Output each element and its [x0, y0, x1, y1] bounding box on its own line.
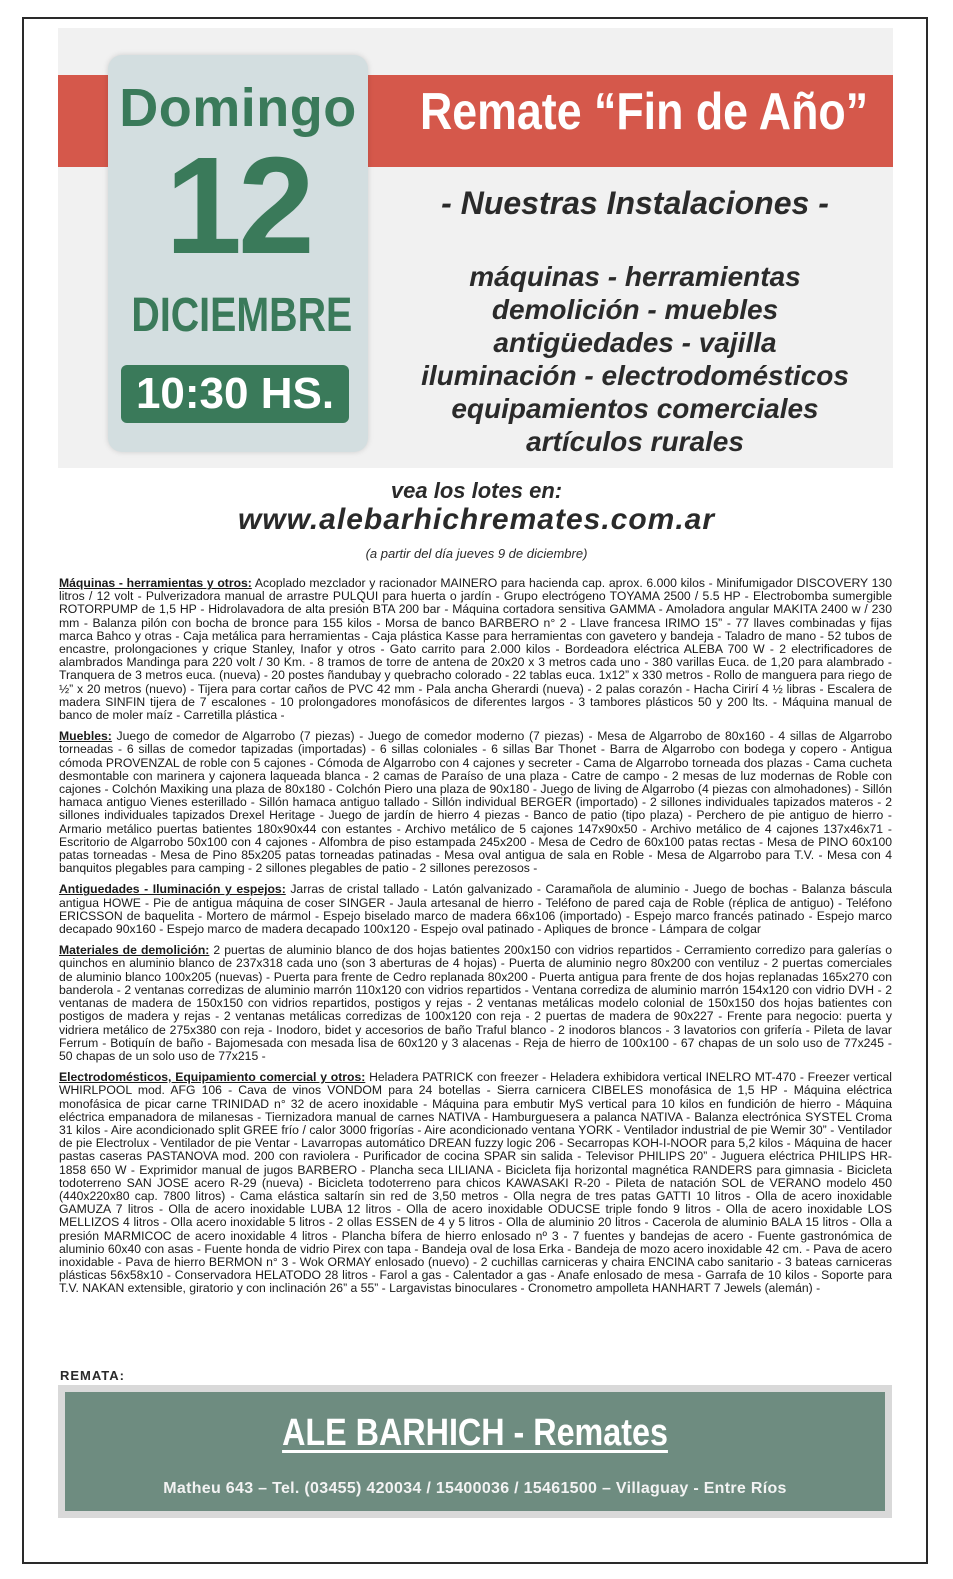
section-text: Heladera PATRICK con freezer - Heladera exhibidora vertical INELRO MT-470 - Freezer vertical WHIRLPOOL mod. AFG 106 - Cava de vinos VONDOM para 24 botellas - Sierra carnicera CIBELES monofásica de 1,5 HP - Máquina eléctrica monofásica de picar carne TRINIDAD n° 32 de acero inoxidable - Máquina para embutir MyS vertical para 10 kilos en fundición de hierro - Máquina eléctrica empanadora de milanesas - Tiernizadora manual de carnes NATIVA - Hamburguesera a palanca NATIVA - Balanza electrónica SYSTEL Croma 31 kilos - Aire acondicionado split GREE frío / calor 3000 frigorías - Aire acondicionado ventana YORK - Ventilador industrial de pie Wemir 30” - Ventilador de pie Electrolux - Ventilador de pie Ventar - Lavarropas automático DREAN fuzzy logic 206 - Secarropas KOH-I-NOOR para 5,2 kilos - Máquina de hacer pastas caseras PASTANOVA mod. 200 con raviolera - Purificador de cocina SPAR sin salida - Televisor PHILIPS 20” - Juguera eléctrica PHILIPS HR-1858 650 W - Exprimidor manual de jugos BARBERO - Plancha seca LILIANA - Bicicleta fija horizontal magnética RANDERS para gimnasia - Bicicleta todoterreno SAN JOSE acero R-29 (nueva) - Bicicleta todoterreno para chicos KAWASAKI R-20 - Pileta de natación SOL de VERANO modelo 450 (440x220x80 cap. 7800 litros) - Cama elástica saltarín sin red de 3,50 metros - Olla negra de tres patas GATTI 10 litros - Olla de acero inoxidable GAMUZA 7 litros - Olla de acero inoxidable LUBA 12 litros - Olla de acero inoxidable ODUCSE triple fondo 9 litros - Olla de acero inoxidable LOS MELLIZOS 4 litros - Olla acero inoxidable 5 litros - 2 ollas ESSEN de 4 y 5 litros - Olla de aluminio 20 litros - Cacerola de aluminio BALA 15 litros - Olla a presión MARMICOC de acero inoxidable 4 litros - Plancha bífera de hierro enlosado nº 3 - 7 fuentes y bandejas de acero - Fuente gastronómica de aluminio 60x40 con asas - Fuente honda de vidrio Pirex con tapa - Bandeja oval de losa Erka - Bandeja de mozo acero inoxidable 42 cm. - Pava de acero inoxidable - Pava de hierro BERMON n° 3 - Wok ORMAY enlosado (nuevo) - 2 cuchillas carniceras y chaira ENCINA cabo sanitario - 3 bateas carniceras plásticas 56x58x10 - Conservadora HELATODO 28 litros - Farol a gas - Calentador a gas - Anafe enlosado de mesa - Garrafa de 10 kilos - Soporte para T.V. NAKAN extensible, giratorio y con inclinación 26” a 55” - Largavistas binoculares - Cronometro ampolleta HANHART 7 Jewels (alemán) - — [59, 1070, 893, 1296]
section-appliances — [59, 1071, 892, 1295]
category-item: artículos rurales — [526, 426, 744, 457]
date-month: DICIEMBRE — [131, 289, 353, 342]
date-day: 12 — [165, 129, 311, 283]
website-link[interactable]: www.alebarhichremates.com.ar — [237, 503, 716, 536]
lots-date-note: (a partir del día jueves 9 de diciembre) — [365, 546, 588, 561]
date-weekday: Domingo — [119, 78, 357, 138]
lots-intro: vea los lotes en: — [390, 478, 563, 503]
section-antiques — [59, 883, 892, 936]
category-item: iluminación - electrodomésticos — [421, 360, 849, 391]
category-item: equipamientos comerciales — [451, 393, 819, 424]
category-item: máquinas - herramientas — [469, 261, 801, 292]
section-text: Acoplado mezclador y racionador MAINERO para hacienda cap. aprox. 6.000 kilos - Minifumigador DISCOVERY 130 litros / 12 volt - Pulverizadora manual de arrastre PULQUI para huerta o jardín - Grupo electrógeno TOYAMA 2500 / 5.5 HP - Electrobomba sumergible ROTORPUMP de 1,5 HP - Hidrolavadora de alta presión BTA 200 bar - Máquina cortadora sensitiva GAMMA - Amoladora angular MAKITA 2400 w / 230 mm - Balanza pilón con bocha de bronce para 155 kilos - Morsa de banco BARBERO n° 2 - Llave francesa IRIMO 15” - 77 llaves combinadas y fijas marca Bahco y otras - Caja metálica para herramientas - Caja plástica Kasse para herramientas con gavetero y bandeja - Taladro de mano - 52 tubos de encastre, prolongaciones y crique Stanley, Inafor y otros - Gato carrito para 2.000 kilos - Bordeadora eléctrica ALEBA 700 W - 2 electrificadores de alambrados Mandinga para 220 volt / 30 Km. - 8 tramos de torre de antena de 20x20 x 3 metros cada uno - 380 varillas Euca. de 1,20 para alambrado - Tranquera de 3 metros euca. (nueva) - 20 postes ñandubay y quebracho colorado - 22 tablas euca. 1x12” x 330 metros - Rollo de manguera para riego de ½” x 20 metros (nuevo) - Tijera para cortar caños de PVC 42 mm - Pala ancha Gherardi (nueva) - 2 palas corazón - Hacha Cirirí 4 ½ libras - Escalera de madera SINFIN tijera de 7 escalones - 10 prolongadores monofásicos de diferentes largos - 3 tambores plásticos 50 y 200 lts. - Máquina manual de banco de moler maíz - Carretilla plástica - — [59, 576, 892, 723]
section-text: Juego de comedor de Algarrobo (7 piezas) - Juego de comedor moderno (7 piezas) - Mesa de Algarrobo de 80x160 - 4 sillas de Algarrobo torneadas - 6 sillas de comedor tapizadas (importadas) - 6 sillas coloniales - 6 sillas Bar Thonet - Barra de Algarrobo con bodega y copero - Antigua cómoda PROVENZAL de roble con 5 cajones - Cómoda de Algarrobo con 4 cajones y secreter - Cama de Algarrobo torneada dos plazas - Cama cucheta desmontable con marinera y cajonera laqueada blanca - 2 camas de Paraíso de una plaza - Catre de campo - 2 mesas de luz modernas de Roble con cajones - Colchón Maxiking una plaza de 80x180 - Colchón Piero una plaza de 90x180 - Juego de living de Algarrobo (4 piezas con almohadones) - Sillón hamaca antiguo Vienes esterillado - Sillón hamaca antiguo tallado - Sillón individual BERGER (importado) - 2 sillones individuales tapizados materos - 2 sillones individuales tapizados Drexel Heritage - Juego de jardín de hierro 4 piezas - Banco de patio (tipo plaza) - Perchero de pie antiguo de hierro - Armario metálico puertas batientes 180x90x44 con estantes - Archivo metálico de 5 cajones 147x90x50 - Archivo metálico de 4 cajones 137x46x71 - Escritorio de Algarrobo 50x100 con 4 cajones - Alfombra de piso estampada 245x200 - Mesa de Cedro de 60x100 patas rectas - Mesa de PINO 60x100 patas torneadas - Mesa de Pino 85x205 patas torneadas patinadas - Mesa oval antigua de sala en Roble - Mesa de Algarrobo para T.V. - Mesa con 4 banquitos plegables para camping - 2 sillones plegables de patio - 2 sillones perezosos - — [59, 729, 892, 876]
auction-subtitle: - Nuestras Instalaciones - — [441, 185, 829, 221]
footer-panel — [65, 1392, 885, 1511]
auction-title: Remate “Fin de Año” — [420, 83, 869, 141]
time-badge: 10:30 HS. — [121, 365, 349, 423]
category-item: antigüedades - vajilla — [493, 327, 777, 358]
footer-box — [58, 1385, 892, 1518]
category-item: demolición - muebles — [491, 294, 779, 325]
company-name — [127, 1412, 824, 1455]
section-furniture — [59, 730, 892, 875]
date-box — [108, 55, 368, 452]
section-demolition — [59, 944, 892, 1063]
category-list — [385, 260, 885, 458]
lot-listing — [59, 577, 892, 1304]
section-text: Jarras de cristal tallado - Latón galvanizado - Caramañola de aluminio - Juego de bochas - Balanza báscula antigua HOWE - Pie de antigua máquina de coser SINGER - Jaula artesanal de hierro - Teléfono de pared caja de Roble (réplica de antiguo) - Teléfono ERICSSON de baquelita - Mortero de mármol - Espejo biselado marco de madera 66x106 (importado) - Espejo marco francés patinado - Espejo marco decapado 90x160 - Espejo marco de madera decapado 100x120 - Espejo oval patinado - Apliques de bronce - Lámpara de colgar — [59, 882, 893, 937]
section-text: 2 puertas de aluminio blanco de dos hojas batientes 200x150 con vidrios repartidos - Cerramiento corredizo para galerías o quinchos en aluminio blanco de 237x318 cada uno (son 3 aberturas de 4 hojas) - Puerta de aluminio negro 80x200 con ventiluz - 2 puertas comerciales de aluminio blanco 100x205 (nuevas) - Puerta para frente de Cedro replanada 80x200 - Puerta antigua para frente de dos hojas replanadas 165x270 con banderola - 2 ventanas corredizas de aluminio marrón 110x120 con vidrios repartidos - Ventana corrediza de aluminio marrón 154x120 con vidrio DVH - 2 ventanas de madera de 150x150 con vidrios repartidos, postigos y rejas - 2 ventanas metálicas modelo colonial de 150x150 dos hojas batientes con postigos de madera y rejas - 2 ventanas metálicas corredizas de 100x120 con reja - 2 puertas de madera de 90x227 - Frente para negocio: puerta y vidriera metálico de 275x380 con reja - Inodoro, bidet y accesorios de baño Traful blanco - 2 inodoros blancos - 3 lavatorios con grifería - Pileta de lavar Ferrum - Botiquín de baño - Bajomesada con mesada lisa de 60x120 y 3 alacenas - Reja de hierro de 100x100 - 67 chapas de un solo uso de 77x245 - 50 chapas de un solo uso de 77x215 - — [59, 943, 893, 1063]
section-heading: Máquinas - herramientas y otros: — [59, 576, 252, 590]
section-heading: Antiguedades - Iluminación y espejos: — [59, 882, 286, 897]
company-contact: Matheu 643 – Tel. (03455) 420034 / 15400036 / 15461500 – Villaguay - Entre Ríos — [163, 1480, 787, 1497]
section-heading: Materiales de demolición: — [59, 943, 210, 958]
section-heading: Electrodomésticos, Equipamiento comercial y otros: — [59, 1070, 366, 1085]
section-heading: Muebles: — [59, 729, 112, 744]
auctioneer-label: REMATA: — [60, 1368, 126, 1383]
section-machinery — [59, 577, 892, 722]
company-name-text: ALE BARHICH - Remates — [282, 1412, 668, 1454]
